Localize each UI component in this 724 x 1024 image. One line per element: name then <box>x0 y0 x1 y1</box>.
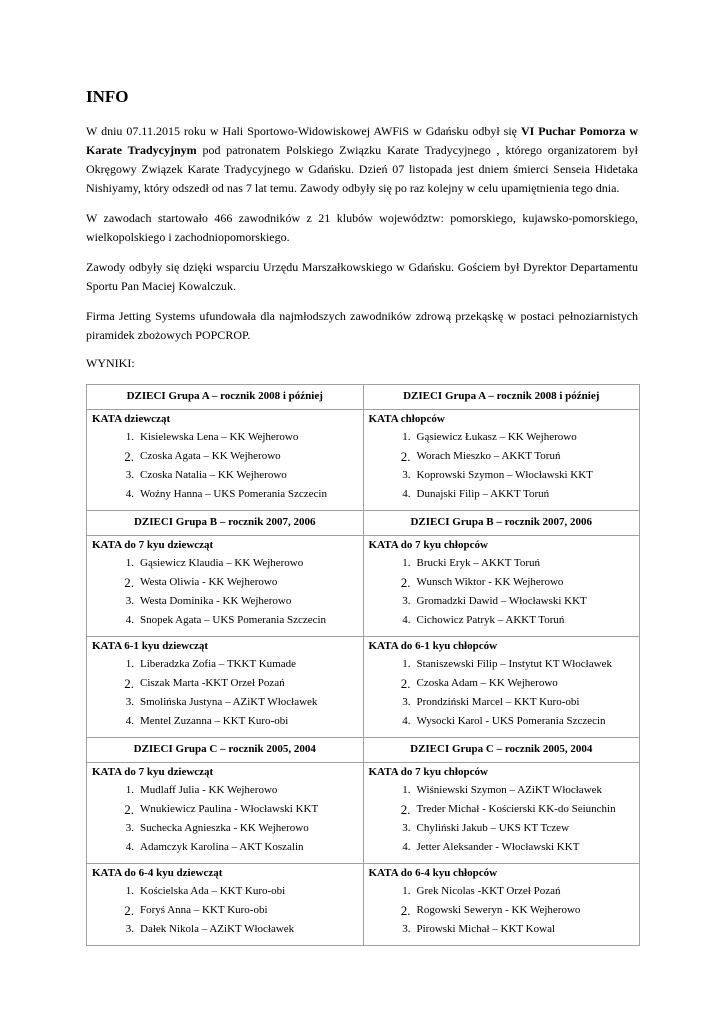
event-name: VI Puchar Pomorza w Karate Tradycyjnym <box>86 124 639 157</box>
place-number: 3. <box>125 595 134 607</box>
category-title: KATA do 6-4 kyu dziewcząt <box>92 867 223 879</box>
result-item <box>369 554 635 573</box>
place-number: 4. <box>125 841 134 853</box>
results-table <box>86 384 640 946</box>
group-c-header-left: DZIECI Grupa C – rocznik 2005, 2004 <box>87 738 364 763</box>
group-b-header-left: DZIECI Grupa B – rocznik 2007, 2006 <box>87 511 364 536</box>
result-item <box>369 901 635 920</box>
result-item <box>92 447 358 466</box>
result-item <box>92 712 358 731</box>
competitor-name: Staniszewski Filip – Instytut KT Włocławek <box>416 658 612 670</box>
results-list <box>92 882 358 939</box>
results-list <box>369 781 635 857</box>
result-item <box>369 781 635 800</box>
result-item <box>369 485 635 504</box>
results-cell <box>363 763 640 864</box>
place-number: 1. <box>125 431 134 443</box>
intro-text-1: W dniu 07.11.2015 roku w Hali Sportowo-Widowiskowej AWFiS w Gdańsku odbył się <box>86 124 521 138</box>
results-list <box>92 781 358 857</box>
result-item <box>369 573 635 592</box>
result-item <box>92 920 358 939</box>
group-b-results-row-2 <box>87 637 640 738</box>
category-title: KATA do 6-4 kyu chłopców <box>368 867 498 879</box>
place-number: 2. <box>400 676 411 691</box>
place-number: 3. <box>125 822 134 834</box>
result-item <box>92 428 358 447</box>
competitor-name: Dałek Nikola – AZiKT Włocławek <box>140 923 295 935</box>
place-number: 2. <box>124 903 134 918</box>
result-item <box>369 838 635 857</box>
competitor-name: Westa Oliwia - KK Wejherowo <box>140 576 278 588</box>
competitor-name: Wiśniewski Szymon – AZiKT Włocławek <box>416 784 603 796</box>
group-a-header-row <box>87 385 640 410</box>
result-item <box>369 693 635 712</box>
competitor-name: Treder Michał - Kościerski KK-do Seiunchin <box>416 803 616 815</box>
results-list <box>369 554 635 630</box>
competitor-name: Adamczyk Karolina – AKT Koszalin <box>140 841 304 853</box>
group-a-results-row <box>87 410 640 511</box>
result-item <box>369 920 635 939</box>
category-title: KATA do 7 kyu dziewcząt <box>92 539 214 551</box>
competitor-name: Liberadzka Zofia – TKKT Kumade <box>140 658 296 670</box>
competitor-name: Dunajski Filip – AKKT Toruń <box>416 488 550 500</box>
result-item <box>369 819 635 838</box>
place-number: 3. <box>402 822 411 834</box>
competitor-name: Koprowski Szymon – Włocławski KKT <box>416 469 593 481</box>
result-item <box>369 712 635 731</box>
place-number: 3. <box>125 469 134 481</box>
results-cell <box>363 410 640 511</box>
result-item <box>92 800 358 819</box>
competitor-name: Brucki Eryk – AKKT Toruń <box>416 557 540 569</box>
competitor-name: Mentel Zuzanna – KKT Kuro-obi <box>140 715 289 727</box>
competitor-name: Foryś Anna – KKT Kuro-obi <box>140 904 268 916</box>
results-cell <box>363 536 640 637</box>
competitor-name: Gromadzki Dawid – Włocławski KKT <box>416 595 587 607</box>
competitor-name: Wysocki Karol - UKS Pomerania Szczecin <box>416 715 606 727</box>
place-number: 4. <box>402 715 411 727</box>
result-item <box>369 800 635 819</box>
group-a-header-right: DZIECI Grupa A – rocznik 2008 i później <box>363 385 640 410</box>
competitor-name: Woźny Hanna – UKS Pomerania Szczecin <box>140 488 327 500</box>
competitor-name: Gąsiewicz Klaudia – KK Wejherowo <box>140 557 304 569</box>
result-item <box>92 592 358 611</box>
group-b-header-row <box>87 511 640 536</box>
result-item <box>92 485 358 504</box>
results-list <box>369 882 635 939</box>
category-title: KATA do 6-1 kyu chłopców <box>368 640 498 652</box>
result-item <box>92 655 358 674</box>
group-c-header-right: DZIECI Grupa C – rocznik 2005, 2004 <box>363 738 640 763</box>
competitor-name: Kościelska Ada – KKT Kuro-obi <box>140 885 286 897</box>
place-number: 2. <box>124 575 134 590</box>
result-item <box>92 693 358 712</box>
competitor-name: Jetter Aleksander - Włocławski KKT <box>416 841 580 853</box>
result-item <box>92 611 358 630</box>
place-number: 2. <box>124 449 134 464</box>
result-item <box>92 573 358 592</box>
results-list <box>92 428 358 504</box>
results-cell <box>87 763 364 864</box>
place-number: 1. <box>125 658 134 670</box>
place-number: 3. <box>125 923 134 935</box>
competitor-name: Westa Dominika - KK Wejherowo <box>140 595 292 607</box>
competitor-name: Cichowicz Patryk – AKKT Toruń <box>416 614 565 626</box>
group-b-results-row-1 <box>87 536 640 637</box>
place-number: 3. <box>402 595 411 607</box>
competitor-name: Kisielewska Lena – KK Wejherowo <box>140 431 299 443</box>
competitor-name: Mudlaff Julia - KK Wejherowo <box>140 784 278 796</box>
competitor-name: Czoska Adam – KK Wejherowo <box>416 677 558 689</box>
competitor-name: Worach Mieszko – AKKT Toruń <box>416 450 561 462</box>
results-cell <box>363 864 640 946</box>
results-cell <box>87 410 364 511</box>
competitor-name: Chyliński Jakub – UKS KT Tczew <box>416 822 570 834</box>
group-a-header-left: DZIECI Grupa A – rocznik 2008 i później <box>87 385 364 410</box>
place-number: 1. <box>402 431 411 443</box>
result-item <box>92 466 358 485</box>
result-item <box>92 838 358 857</box>
competitor-name: Ciszak Marta -KKT Orzeł Pozań <box>140 677 285 689</box>
results-list <box>92 554 358 630</box>
place-number: 2. <box>400 802 411 817</box>
result-item <box>369 655 635 674</box>
group-c-results-row-1 <box>87 763 640 864</box>
results-cell <box>87 637 364 738</box>
competitor-name: Czoska Natalia – KK Wejherowo <box>140 469 287 481</box>
category-title: KATA chłopców <box>368 413 445 425</box>
result-item <box>369 674 635 693</box>
results-list <box>369 655 635 731</box>
page-title: INFO <box>86 87 129 106</box>
results-cell <box>87 536 364 637</box>
category-title: KATA dziewcząt <box>92 413 171 425</box>
category-title: KATA do 7 kyu dziewcząt <box>92 766 214 778</box>
sponsors-paragraph: Zawody odbyły się dzięki wsparciu Urzędu Marszałkowskiego w Gdańsku. Gościem był Dyrektor Departamentu Sportu Pan Maciej Kowalczuk. <box>86 260 638 293</box>
place-number: 1. <box>402 885 411 897</box>
place-number: 4. <box>402 614 411 626</box>
result-item <box>92 819 358 838</box>
intro-text-2: pod patronatem Polskiego Związku Karate Tradycyjnego , którego organizatorem był Okręgowy Związek Karate Tradycyjnego w Gdańsku. Dzień 07 listopada jest dniem śmierci Senseia Hidetaka Nishiyamy, który odszedł od nas 7 lat temu. Zawody odbyły się po raz kolejny w celu upamiętnienia tego dnia. <box>86 143 638 195</box>
place-number: 2. <box>400 575 411 590</box>
place-number: 2. <box>400 449 411 464</box>
category-title: KATA do 7 kyu chłopców <box>368 539 488 551</box>
place-number: 4. <box>402 488 411 500</box>
place-number: 1. <box>125 557 134 569</box>
document-page <box>86 86 638 946</box>
result-item <box>92 882 358 901</box>
place-number: 4. <box>125 488 134 500</box>
result-item <box>369 592 635 611</box>
competitor-name: Wnukiewicz Paulina - Włocławski KKT <box>140 803 319 815</box>
competitor-name: Rogowski Seweryn - KK Wejherowo <box>416 904 581 916</box>
competitor-name: Grek Nicolas -KKT Orzeł Pozań <box>416 885 561 897</box>
results-cell <box>363 637 640 738</box>
place-number: 1. <box>402 784 411 796</box>
place-number: 3. <box>402 923 411 935</box>
place-number: 4. <box>125 614 134 626</box>
competitor-name: Snopek Agata – UKS Pomerania Szczecin <box>140 614 327 626</box>
intro-paragraph <box>86 122 638 198</box>
result-item <box>92 901 358 920</box>
place-number: 1. <box>402 658 411 670</box>
result-item <box>92 554 358 573</box>
category-title: KATA do 7 kyu chłopców <box>368 766 488 778</box>
place-number: 3. <box>125 696 134 708</box>
result-item <box>369 882 635 901</box>
competitor-name: Smolińska Justyna – AZiKT Włocławek <box>140 696 318 708</box>
place-number: 4. <box>125 715 134 727</box>
result-item <box>92 781 358 800</box>
place-number: 1. <box>402 557 411 569</box>
place-number: 2. <box>400 903 411 918</box>
snack-paragraph: Firma Jetting Systems ufundowała dla najmłodszych zawodników zdrową przekąskę w postaci pełnoziarnistych piramidek zbożowych POPCROP. <box>86 309 638 342</box>
category-title: KATA 6-1 kyu dziewcząt <box>92 640 208 652</box>
competitor-name: Suchecka Agnieszka - KK Wejherowo <box>140 822 309 834</box>
group-b-header-right: DZIECI Grupa B – rocznik 2007, 2006 <box>363 511 640 536</box>
result-item <box>369 466 635 485</box>
place-number: 1. <box>125 885 134 897</box>
competitor-name: Pirowski Michał – KKT Kowal <box>416 923 556 935</box>
results-cell <box>87 864 364 946</box>
place-number: 2. <box>124 802 134 817</box>
result-item <box>369 447 635 466</box>
result-item <box>92 674 358 693</box>
competitor-name: Gąsiewicz Łukasz – KK Wejherowo <box>416 431 577 443</box>
place-number: 3. <box>402 696 411 708</box>
place-number: 4. <box>402 841 411 853</box>
competitor-name: Prondziński Marcel – KKT Kuro-obi <box>416 696 580 708</box>
results-label: WYNIKI: <box>86 356 135 370</box>
result-item <box>369 428 635 447</box>
results-list <box>92 655 358 731</box>
competitor-name: Czoska Agata – KK Wejherowo <box>140 450 281 462</box>
place-number: 1. <box>125 784 134 796</box>
results-list <box>369 428 635 504</box>
place-number: 2. <box>124 676 134 691</box>
group-c-results-row-2 <box>87 864 640 946</box>
competitor-name: Wunsch Wiktor - KK Wejherowo <box>416 576 564 588</box>
place-number: 3. <box>402 469 411 481</box>
group-c-header-row <box>87 738 640 763</box>
participants-paragraph: W zawodach startowało 466 zawodników z 21 klubów województw: pomorskiego, kujawsko-pomorskiego, wielkopolskiego i zachodniopomorskiego. <box>86 211 638 244</box>
result-item <box>369 611 635 630</box>
